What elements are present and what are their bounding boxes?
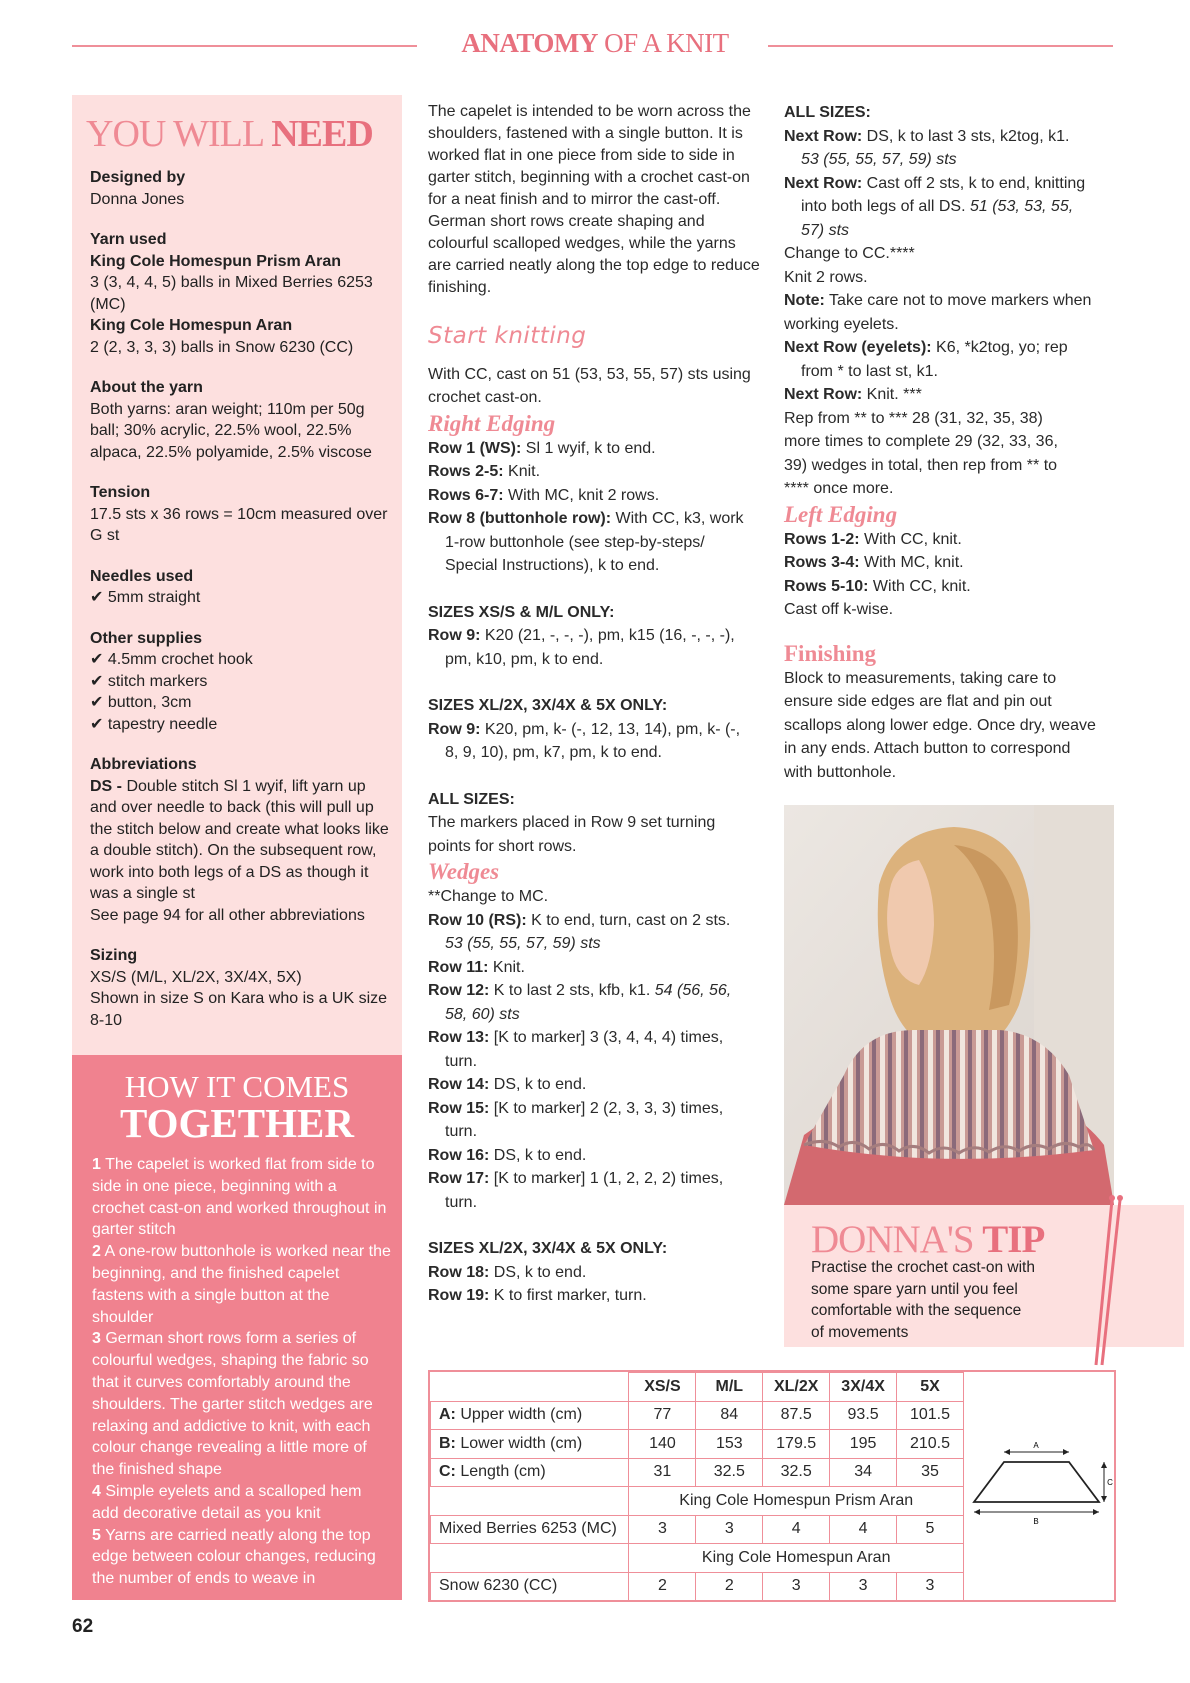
you-will-need-panel [72, 95, 402, 1055]
yarn-used-label: Yarn used [90, 231, 167, 248]
note: Note: Take care not to move markers when [784, 292, 1092, 309]
yarn1-detail: 3 (3, 4, 4, 5) balls in Mixed Berries 6253 (MC) [90, 274, 373, 313]
knit-2-rows: Knit 2 rows. [784, 268, 868, 286]
sizing-sizes: XS/S (M/L, XL/2X, 3X/4X, 5X) [90, 968, 302, 986]
abbreviations-more: See page 94 for all other abbreviations [90, 906, 365, 924]
page-number: 62 [72, 1616, 94, 1637]
next-row-eyelets-cont: from * to last st, k1. [801, 362, 938, 380]
row-13-cont: turn. [445, 1052, 478, 1070]
together-item: 2 A one-row buttonhole is worked near the beginning, and the finished capelet fastens with a single button at the shoulder [92, 1243, 391, 1326]
markers-text: points for short rows. [428, 837, 577, 855]
size-header: 5X [897, 1373, 964, 1402]
row-10: Row 10 (RS): K to end, turn, cast on 2 sts. [428, 911, 731, 929]
all-sizes-heading: ALL SIZES: [428, 790, 515, 808]
you-will-need-title: YOU WILL NEED [86, 113, 373, 155]
finishing-text: scallops along lower edge. Once dry, weave [784, 716, 1096, 734]
row-12-sts: 58, 60) sts [445, 1005, 520, 1023]
next-row-1-sts: 53 (55, 55, 57, 59) sts [801, 151, 957, 168]
row-11: Row 11: Knit. [428, 958, 525, 976]
row-12: Row 12: K to last 2 sts, kfb, k1. 54 (56, 56, [428, 982, 732, 999]
right-edging-heading: Right Edging [428, 410, 556, 436]
donnas-tip-panel [784, 1205, 1184, 1347]
row-17-cont: turn. [445, 1193, 478, 1211]
table-row: B: Lower width (cm) 140 153 179.5 195 210.5 [431, 1430, 1115, 1459]
next-row-2: Next Row: Cast off 2 sts, k to end, knitting [784, 174, 1086, 192]
table-corner [431, 1373, 629, 1402]
designer-name: Donna Jones [90, 190, 185, 208]
pattern-column-right [784, 101, 1114, 784]
yarn1-label: Mixed Berries 6253 (MC) [431, 1515, 629, 1544]
cast-off-text: Cast off k-wise. [784, 601, 894, 618]
knitting-needles-icon [1084, 1190, 1144, 1370]
pattern-column-middle [428, 101, 760, 1308]
abbreviations-label: Abbreviations [90, 756, 197, 773]
row-17: Row 17: [K to marker] 1 (1, 2, 2, 2) times, [428, 1170, 724, 1187]
repeat-text: Rep from ** to *** 28 (31, 32, 35, 38) [784, 409, 1043, 427]
finishing-text: Block to measurements, taking care to [784, 669, 1057, 687]
markers-text: The markers placed in Row 9 set turning [428, 814, 716, 831]
row-10-sts: 53 (55, 55, 57, 59) sts [445, 935, 601, 952]
tension-label: Tension [90, 484, 151, 501]
row-9-small-cont: pm, k10, pm, k to end. [445, 650, 604, 668]
intro-text: The capelet is intended to be worn across the shoulders, fastened with a single button. It is worked flat in one piece from side to side in garter stitch, beginning with a crochet cast-on for a neat finish and to mirror the cast-off. German short rows create shaping and colourful scalloped wedges, while the yarns are carried neatly along the top edge to reduce finishing. [428, 103, 760, 296]
rows-6-7: Rows 6-7: With MC, knit 2 rows. [428, 486, 660, 504]
sizing-shown: Shown in size S on Kara who is a UK size 8-10 [90, 990, 388, 1029]
row-13: Row 13: [K to marker] 3 (3, 4, 4, 4) times, [428, 1029, 724, 1046]
size-header: XS/S [629, 1373, 696, 1402]
together-item: 3 German short rows form a series of colourful wedges, shaping the fabric so that it curves comfortably around the shoulders. The garter stitch wedges are relaxing and addictive to knit, with each colour change revealing a little more of the finished shape [92, 1330, 373, 1479]
repeat-text: more times to complete 29 (32, 33, 36, [784, 433, 1058, 450]
tip-title: DONNA'S TIP [811, 1218, 1045, 1261]
next-row-eyelets: Next Row (eyelets): K6, *k2tog, yo; rep [784, 339, 1068, 356]
together-item: 4 Simple eyelets and a scalloped hem add decorative detail as you knit [92, 1482, 362, 1522]
supply-item: ✔ 4.5mm crochet hook [90, 651, 253, 668]
together-title: HOW IT COMES TOGETHER [120, 1069, 354, 1146]
table-row: Mixed Berries 6253 (MC) 3 3 4 4 5 [431, 1515, 1115, 1544]
supplies-label: Other supplies [90, 629, 203, 647]
size-header: M/L [696, 1373, 763, 1402]
row-9-small: Row 9: K20 (21, -, -, -), pm, k15 (16, -, -, -), [428, 627, 735, 644]
yarn2-title: King Cole Homespun Aran [629, 1544, 963, 1573]
row-15: Row 15: [K to marker] 2 (2, 3, 3, 3) times, [428, 1099, 724, 1117]
about-yarn-label: About the yarn [90, 379, 203, 396]
sizes-xl-heading-2: SIZES XL/2X, 3X/4X & 5X ONLY: [428, 1240, 668, 1257]
table-row: A: Upper width (cm) 77 84 87.5 93.5 101.5 [431, 1401, 1115, 1430]
sizing-label: Sizing [90, 947, 138, 964]
supply-item: ✔ tapestry needle [90, 715, 218, 733]
repeat-text: 39) wedges in total, then rep from ** to [784, 456, 1058, 474]
left-rows-5-10: Rows 5-10: With CC, knit. [784, 577, 971, 595]
start-knitting-heading: Start knitting [428, 323, 587, 349]
cast-on-text: With CC, cast on 51 (53, 53, 55, 57) sts using crochet cast-on. [428, 365, 751, 406]
row-9-large: Row 9: K20, pm, k- (-, 12, 13, 14), pm, k- (-, [428, 720, 741, 738]
diagram-label-c: C [1107, 1478, 1113, 1488]
row-8-cont: 1-row buttonhole (see step-by-steps/ [445, 533, 705, 551]
table-row: C: Length (cm) 31 32.5 32.5 34 35 [431, 1458, 1115, 1487]
yarn1-title: King Cole Homespun Prism Aran [629, 1487, 963, 1516]
tip-text: Practise the crochet cast-on with some spare yarn until you feel comfortable with the sequence of movements [811, 1259, 1035, 1341]
abbreviation-ds: DS - Double stitch Sl 1 wyif, lift yarn up and over needle to back (this will pull up the stitch below and create what looks like a double stitch). On the subsequent row, work into both legs of a DS as though it was a single st [90, 777, 389, 902]
size-header: 3X/4X [830, 1373, 897, 1402]
row-9-large-cont: 8, 9, 10), pm, k7, pm, k to end. [445, 744, 662, 761]
left-edging-heading: Left Edging [784, 501, 898, 527]
finishing-text: in any ends. Attach button to correspond [784, 740, 1071, 757]
size-table [428, 1370, 1116, 1602]
how-it-comes-together-panel [72, 1055, 402, 1600]
diagram-label-a: A [1033, 1441, 1039, 1451]
about-yarn-text: Both yarns: aran weight; 110m per 50g ball; 30% acrylic, 22.5% wool, 22.5% alpaca, 22.5% polyamide, 2.5% viscose [90, 400, 372, 461]
yarn1-name: King Cole Homespun Prism Aran [90, 252, 341, 270]
finishing-text: ensure side edges are flat and pin out [784, 693, 1052, 710]
supply-item: ✔ button, 3cm [90, 694, 192, 711]
needles-item: ✔ 5mm straight [90, 589, 201, 606]
designed-by-label: Designed by [90, 169, 186, 186]
sizes-xs-ml-heading: SIZES XS/S & M/L ONLY: [428, 603, 615, 621]
row-14: Row 14: DS, k to end. [428, 1076, 587, 1093]
size-header: XL/2X [763, 1373, 830, 1402]
all-sizes-heading-2: ALL SIZES: [784, 104, 871, 121]
next-row-2-sts: 57) sts [801, 221, 850, 239]
together-item: 5 Yarns are carried neatly along the top edge between colour changes, reducing the number of ends to weave in [92, 1526, 376, 1588]
together-item: 1 The capelet is worked flat from side to side in one piece, beginning with a crochet cast-on and worked throughout in garter stitch [92, 1156, 387, 1239]
yarn2-name: King Cole Homespun Aran [90, 317, 293, 334]
measurement-diagram-cell [963, 1373, 1114, 1573]
note-cont: working eyelets. [784, 315, 899, 333]
next-row-2-cont: into both legs of all DS. 51 (53, 53, 55, [801, 198, 1074, 215]
supply-item: ✔ stitch markers [90, 672, 208, 690]
finishing-heading: Finishing [784, 640, 877, 666]
finishing-text: with buttonhole. [784, 763, 897, 781]
row-1: Row 1 (WS): Sl 1 wyif, k to end. [428, 439, 656, 457]
diagram-label-b: B [1033, 1517, 1039, 1527]
rows-2-5: Rows 2-5: Knit. [428, 463, 541, 480]
repeat-text: **** once more. [784, 480, 894, 497]
row-16: Row 16: DS, k to end. [428, 1146, 587, 1164]
next-row-1: Next Row: DS, k to last 3 sts, k2tog, k1. [784, 127, 1070, 145]
needles-label: Needles used [90, 567, 194, 585]
page-header: ANATOMY OF A KNIT [461, 28, 729, 58]
change-to-mc: **Change to MC. [428, 888, 549, 905]
row-8-cont: Special Instructions), k to end. [445, 557, 660, 574]
row-15-cont: turn. [445, 1123, 478, 1140]
model-photo [784, 805, 1114, 1205]
yarn2-detail: 2 (2, 3, 3, 3) balls in Snow 6230 (CC) [90, 338, 354, 356]
row-19: Row 19: K to first marker, turn. [428, 1287, 647, 1304]
wedges-heading: Wedges [428, 859, 500, 884]
sizes-xl-heading: SIZES XL/2X, 3X/4X & 5X ONLY: [428, 697, 668, 714]
measurement-diagram [964, 1422, 1114, 1542]
left-rows-3-4: Rows 3-4: With MC, knit. [784, 554, 964, 571]
change-to-cc: Change to CC.**** [784, 245, 915, 262]
row-18: Row 18: DS, k to end. [428, 1263, 587, 1281]
left-rows-1-2: Rows 1-2: With CC, knit. [784, 530, 962, 548]
table-row: Snow 6230 (CC) 2 2 3 3 3 [431, 1572, 1115, 1601]
row-8: Row 8 (buttonhole row): With CC, k3, work [428, 510, 744, 527]
tension-text: 17.5 sts x 36 rows = 10cm measured over G st [90, 505, 388, 544]
yarn2-label: Snow 6230 (CC) [431, 1572, 629, 1601]
next-row-knit: Next Row: Knit. *** [784, 386, 922, 403]
